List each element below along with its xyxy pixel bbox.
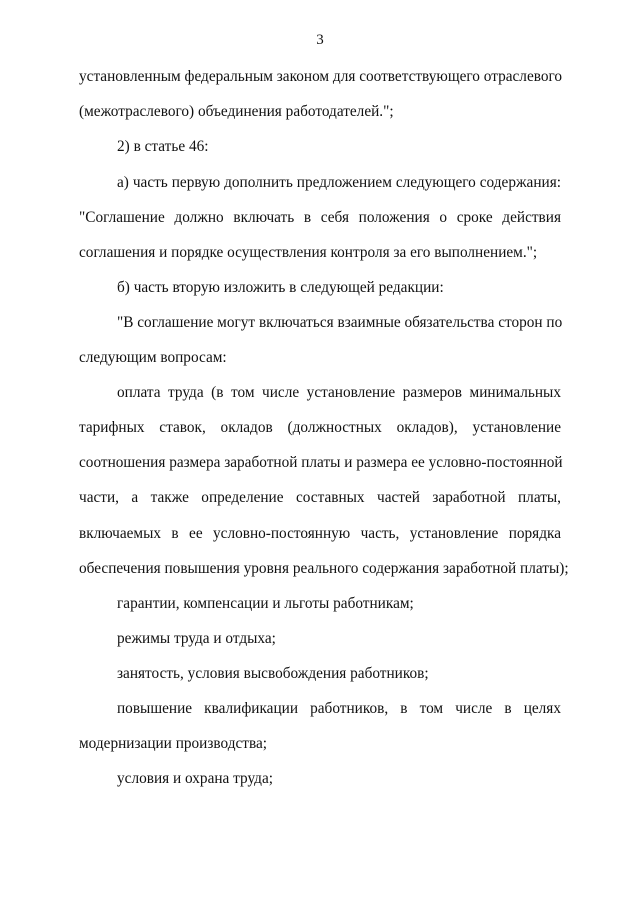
text-line: части, а также определение составных частей заработной платы,: [79, 489, 561, 506]
text-line: включаемых в ее условно-постоянную часть, установление порядка: [79, 525, 561, 542]
text-line: 2) в статье 46:: [117, 138, 209, 155]
text-line: модернизации производства;: [79, 735, 268, 752]
text-line: "Соглашение должно включать в себя положения о сроке действия: [79, 209, 561, 226]
text-line: режимы труда и отдыха;: [117, 630, 276, 647]
text-line: (межотраслевого) объединения работодателей.";: [79, 103, 394, 120]
text-line: б) часть вторую изложить в следующей редакции:: [117, 279, 444, 296]
text-line: а) часть первую дополнить предложением следующего содержания:: [117, 174, 561, 191]
text-line: следующим вопросам:: [79, 349, 227, 366]
text-line: "В соглашение могут включаться взаимные обязательства сторон по: [117, 314, 563, 331]
text-line: установленным федеральным законом для соответствующего отраслевого: [79, 68, 563, 85]
text-line: обеспечения повышения уровня реального содержания заработной платы);: [79, 560, 569, 577]
text-line: повышение квалификации работников, в том числе в целях: [117, 700, 561, 717]
text-line: занятость, условия высвобождения работников;: [117, 665, 429, 682]
text-line: тарифных ставок, окладов (должностных окладов), установление: [79, 419, 561, 436]
text-line: гарантии, компенсации и льготы работникам;: [117, 595, 414, 612]
page-number: 3: [316, 32, 324, 48]
text-line: соглашения и порядке осуществления контроля за его выполнением.";: [79, 244, 538, 261]
text-line: оплата труда (в том числе установление размеров минимальных: [117, 384, 561, 401]
text-line: соотношения размера заработной платы и размера ее условно-постоянной: [79, 454, 563, 471]
text-line: условия и охрана труда;: [117, 770, 273, 787]
